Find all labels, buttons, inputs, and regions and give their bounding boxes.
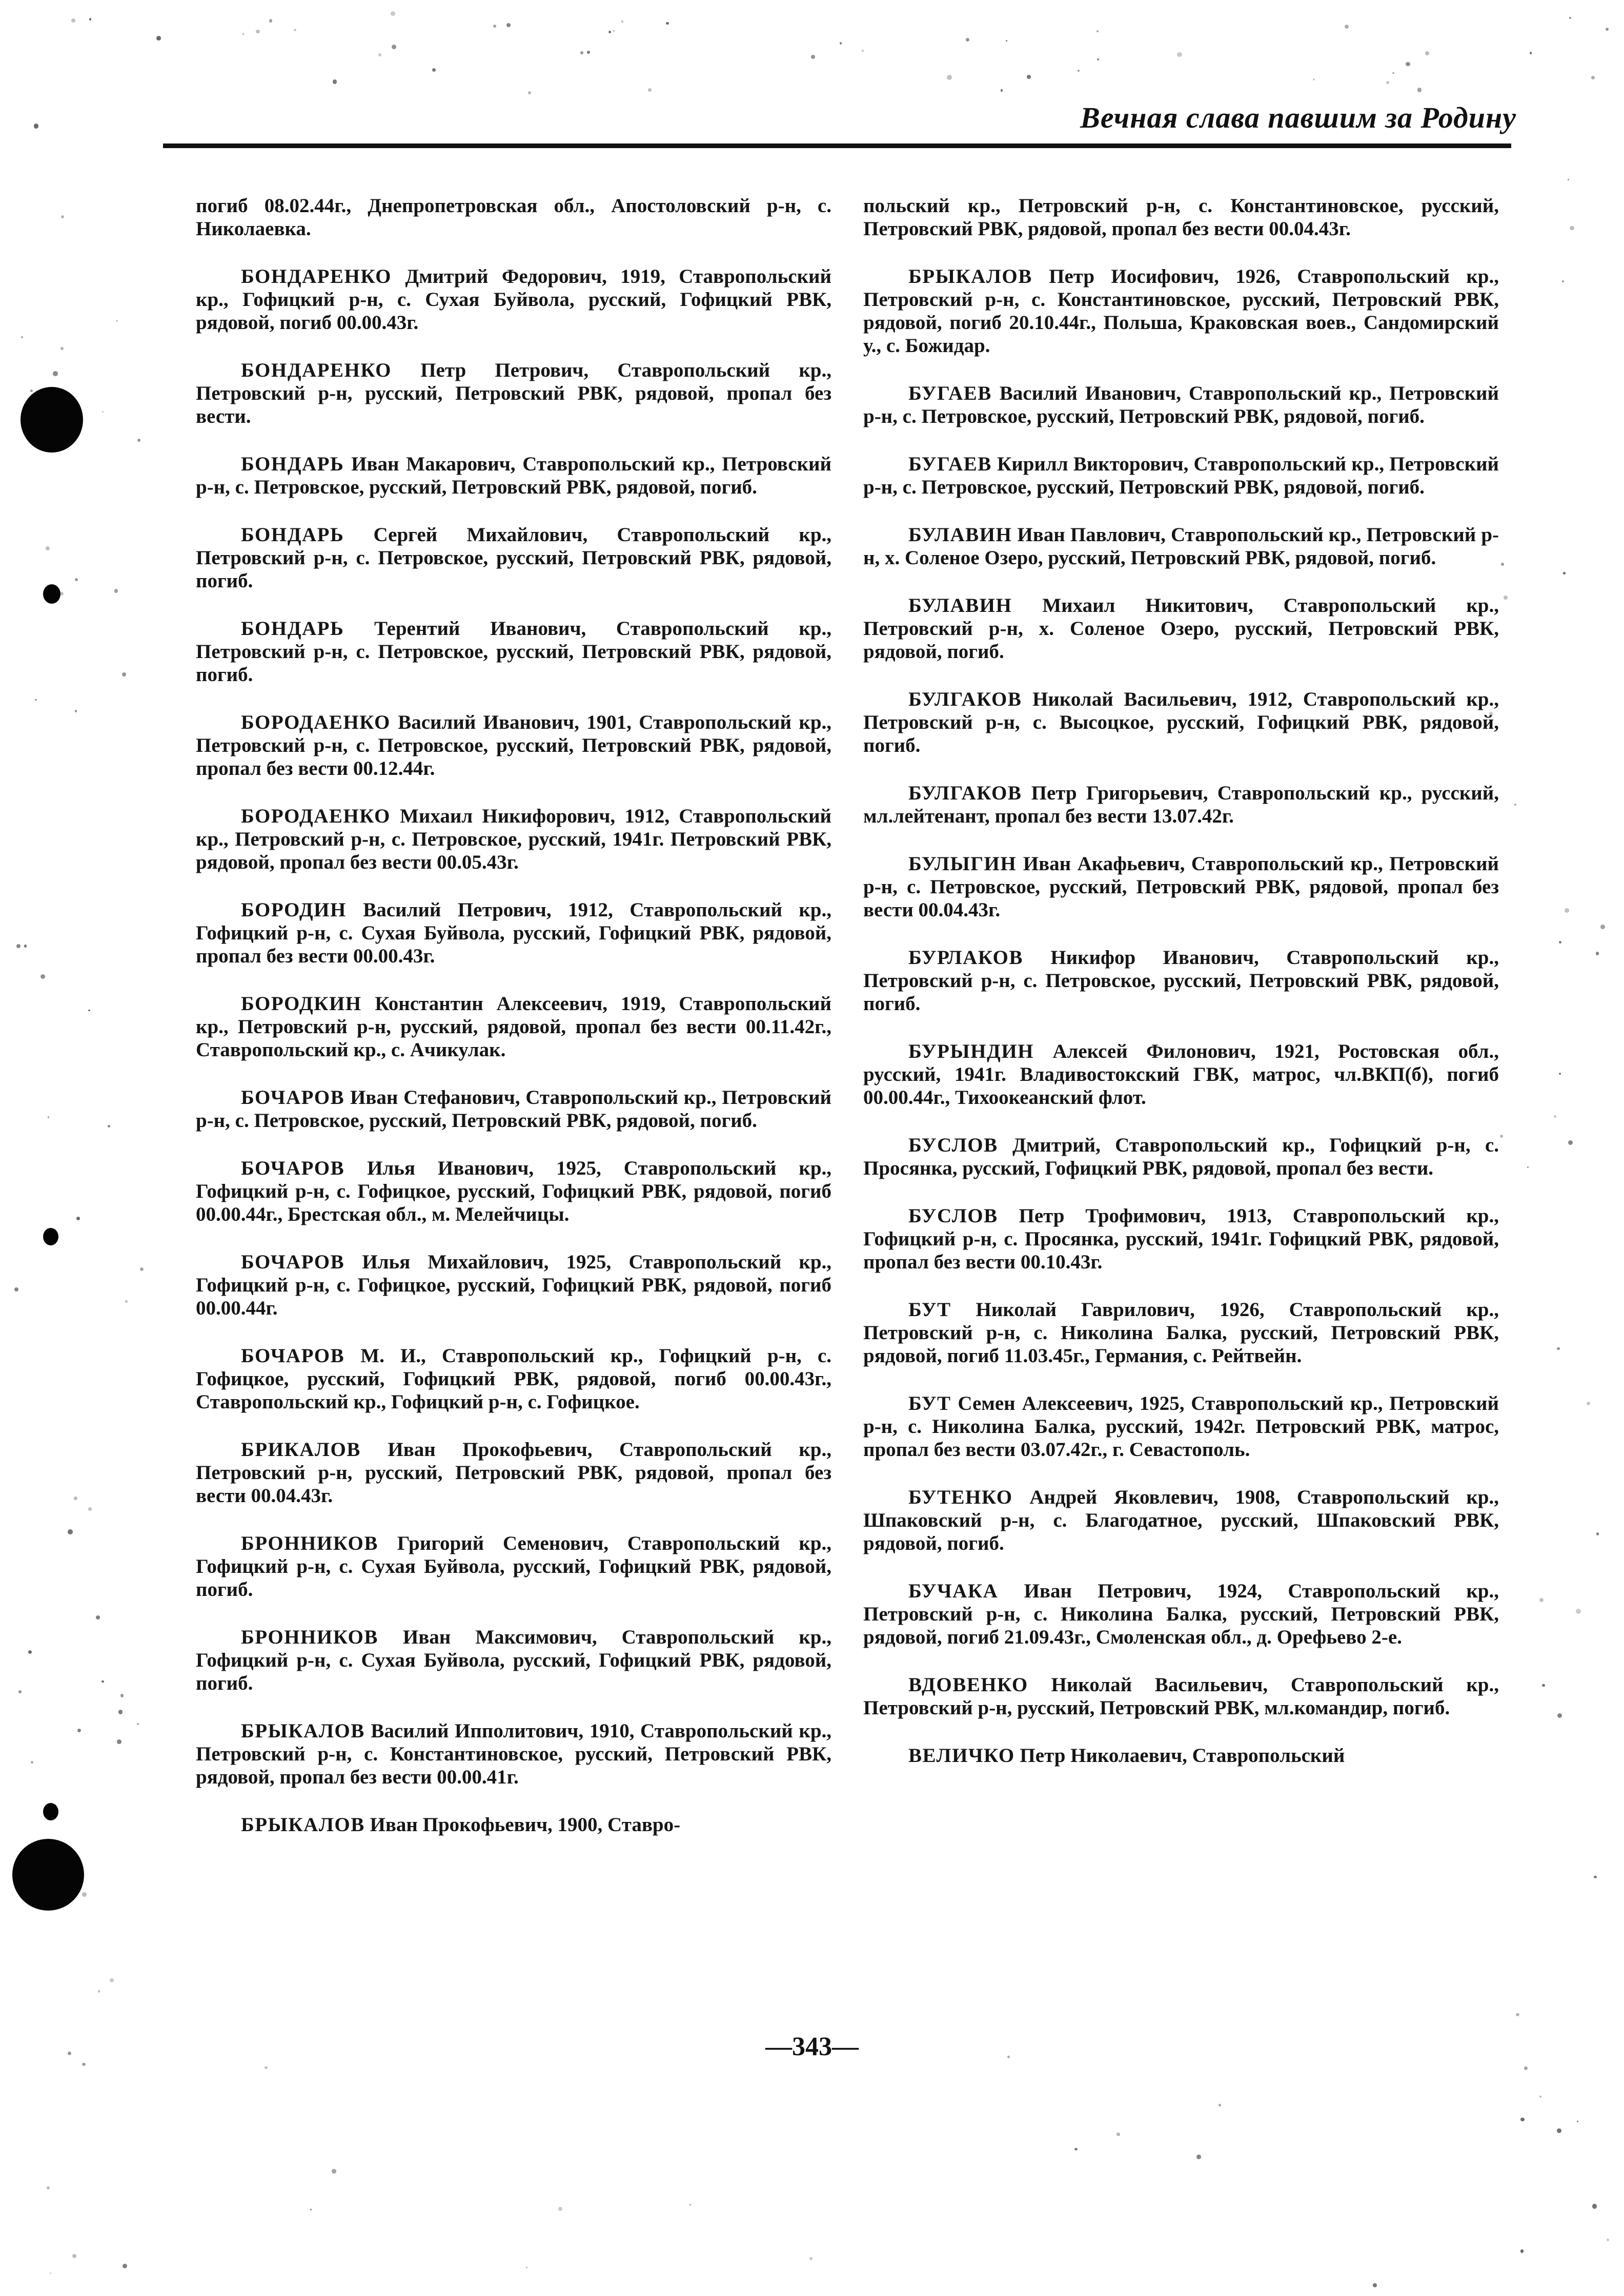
scan-speck [1001,89,1003,92]
scan-speck [666,22,669,25]
entry-details: Михаил Никитович, Ставропольский кр., Петровский р-н, х. Соленое Озеро, русский, Петровский РВК, рядовой, погиб. [863,594,1499,663]
memorial-entry [863,1580,1499,1649]
scan-speck [117,1739,121,1744]
scan-speck [809,2257,813,2260]
memorial-entry [196,805,831,874]
memorial-entry [196,1438,831,1507]
memorial-entry [196,711,831,780]
entry-surname: БУЧАКА [908,1580,999,1602]
scan-speck [74,1496,77,1500]
scan-speck [137,439,140,442]
scan-speck [156,36,161,40]
scan-speck [1520,2118,1524,2121]
scan-speck [392,45,396,49]
entry-details: Василий Ипполитович, 1910, Ставропольский кр., Петровский р-н, с. Константиновское, русский, Петровский РВК, рядовой, пропал без вести 00.00.41г. [196,1720,832,1788]
entry-surname: БУЛГАКОВ [908,688,1022,710]
scan-speck [1587,1402,1590,1405]
header-rule [163,144,1511,148]
scan-speck [1542,1684,1545,1687]
scan-speck [1097,30,1099,32]
entry-surname: БОРОДАЕНКО [241,711,391,733]
scan-speck [269,19,272,22]
memorial-entry [863,1744,1499,1767]
entry-surname: БОЧАРОВ [241,1086,345,1109]
memorial-entry [863,1298,1499,1367]
scan-speck [1569,17,1571,19]
scan-speck [1539,1598,1544,1602]
memorial-entry [863,265,1499,357]
entry-surname: БУЛГАКОВ [908,782,1022,804]
entry-surname: БРОННИКОВ [241,1626,378,1648]
scan-speck [621,20,623,23]
scan-speck [840,42,842,44]
scan-speck [1539,2096,1541,2098]
scan-speck [1591,76,1595,79]
scan-speck [76,1217,80,1220]
entry-surname: БУТ [908,1299,951,1321]
scan-speck [1559,1073,1561,1075]
entry-details: Михаил Никифорович, 1912, Ставропольский кр., Петровский р-н, с. Петровское, русский, 1941г. Петровский РВК, рядовой, пропал без вести 00.05.43г. [196,805,832,873]
entry-details: Иван Прокофьевич, 1900, Ставро- [370,1814,681,1836]
entry-surname: БРЫКАЛОВ [241,1814,365,1836]
scan-speck [1520,2249,1524,2252]
scan-speck [1116,2133,1120,2136]
scan-speck [648,88,652,92]
scan-speck [493,25,496,28]
scan-speck [82,1892,87,1897]
scan-speck [333,79,337,84]
entry-details: Константин Алексеевич, 1919, Ставропольский кр., Петровский р-н, русский, рядовой, пропал без вести 00.11.42г., Ставропольский кр., с. Ачикулак. [196,993,832,1061]
scan-speck [1568,1140,1573,1145]
scan-speck [506,23,511,27]
scan-speck [30,389,33,392]
scan-speck [811,55,815,59]
scan-speck [34,124,39,129]
scan-speck [1373,2283,1376,2287]
scan-speck [432,68,436,72]
scan-speck [608,31,611,33]
memorial-entry [863,523,1499,569]
entry-details: Андрей Яковлевич, 1908, Ставропольский кр., Шпаковский р-н, с. Благодатное, русский, Шпаковский РВК, рядовой, погиб. [863,1486,1499,1554]
scan-speck [1596,952,1599,955]
memorial-entry [196,1532,831,1601]
memorial-entry [863,688,1499,757]
entry-surname: БОНДАРЬ [241,453,344,475]
entry-surname: БУСЛОВ [908,1205,998,1227]
scan-speck [1078,70,1080,72]
scan-speck [31,1761,33,1764]
entry-details: М. И., Ставропольский кр., Гофицкий р-н, с. Гофицкое, русский, Гофицкий РВК, рядовой, погиб 00.00.43г., Ставропольский кр., Гофицкий р-н, с. Гофицкое. [196,1345,831,1413]
scan-speck [1097,58,1099,60]
entry-surname: БОНДАРЕНКО [241,359,392,381]
scan-speck [1074,2148,1078,2151]
scan-speck [587,51,590,54]
scan-speck [1563,572,1566,575]
scan-speck [1425,51,1429,55]
scan-speck [68,1529,73,1534]
scan-speck [60,347,64,350]
entry-surname: БОЧАРОВ [241,1345,345,1367]
entry-details: Николай Васильевич, 1912, Ставропольский кр., Петровский р-н, с. Высоцкое, русский, Гофицкий РВК, рядовой, погиб. [863,688,1499,756]
scan-speck [689,2204,692,2206]
scan-speck [1554,1115,1556,1118]
scan-speck [50,2272,51,2274]
scan-speck [35,699,36,701]
entry-details: Никифор Иванович, Ставропольский кр., Петровский р-н, с. Петровское, русский, Петровский РВК, рядовой, погиб. [863,947,1499,1015]
scan-speck [110,1978,114,1982]
scan-speck [60,592,64,596]
memorial-entry [196,617,831,686]
scan-speck [1027,75,1031,79]
scan-speck [82,2063,86,2066]
scan-speck [72,2254,76,2258]
entry-surname: БУЛАВИН [908,524,1012,546]
scan-speck [120,1694,124,1697]
entry-surname: БУЛЫГИН [908,853,1017,875]
memorial-entry [196,265,831,334]
scan-speck [1006,40,1008,42]
scan-speck [1559,941,1561,944]
scan-speck [47,2186,50,2189]
entry-surname: БОНДАРЬ [241,524,344,546]
scan-speck [46,546,50,550]
scan-speck [1417,88,1422,92]
entry-details: Дмитрий, Ставропольский кр., Гофицкий р-н, с. Просянка, русский, Гофицкий РВК, рядовой, пропал без вести. [863,1134,1499,1179]
entry-details: Иван Стефанович, Ставропольский кр., Петровский р-н, с. Петровское, русский, Петровский РВК, рядовой, погиб. [196,1086,832,1132]
scan-speck [102,1680,104,1683]
entry-surname: БОНДАРЬ [241,618,344,640]
scan-speck [116,320,118,322]
scan-speck [1527,1166,1529,1168]
scan-speck [265,2066,268,2069]
memorial-entry [196,992,831,1061]
entry-surname: БОЧАРОВ [241,1157,345,1179]
scan-speck [137,1723,139,1725]
entry-surname: БОЧАРОВ [241,1251,345,1273]
entry-surname: ВЕЛИЧКО [908,1745,1015,1767]
scan-speck [1500,1135,1503,1138]
memorial-entry [196,1626,831,1695]
entry-details: Семен Алексеевич, 1925, Ставропольский кр., Петровский р-н, с. Николина Балка, русский, 1942г. Петровский РВК, матрос, пропал без вести 03.07.42г., г. Севастополь. [863,1392,1499,1461]
entry-details: Сергей Михайлович, Ставропольский кр., Петровский р-н, с. Петровское, русский, Петровский РВК, рядовой, погиб. [196,524,832,592]
memorial-entry [863,453,1499,499]
scan-speck [1606,28,1609,31]
memorial-entry [863,946,1499,1015]
left-column [196,174,831,1861]
memorial-entry [196,453,831,499]
scan-speck [862,50,863,51]
scan-speck [40,974,45,979]
memorial-entry [196,1086,831,1132]
memorial-entry [863,1040,1499,1109]
scan-speck [1489,712,1493,715]
entry-surname: БОНДАРЕНКО [241,265,392,288]
scan-speck [391,11,395,16]
scan-speck [1562,280,1565,283]
memorial-entry [863,852,1499,921]
scan-speck [310,2209,312,2210]
scan-speck [89,18,92,20]
memorial-entry [196,898,831,968]
scan-speck [1557,1713,1562,1718]
entry-surname: БОРОДАЕНКО [241,805,391,827]
entry-surname: БУРЛАКОВ [908,947,1023,969]
scan-speck [88,1507,91,1510]
entry-details: Григорий Семенович, Ставропольский кр., Гофицкий р-н, с. Сухая Буйвола, русский, Гофицкий РВК, рядовой, погиб. [196,1532,831,1601]
entry-details: погиб 08.02.44г., Днепропетровская обл., Апостоловский р-н, с. Николаевка. [196,195,831,240]
entry-details: Илья Иванович, 1925, Ставропольский кр., Гофицкий р-н, с. Гофицкое, русский, Гофицкий РВК, рядовой, погиб 00.00.44г., Брестская обл., м. Мелейчицы. [196,1157,832,1225]
scan-speck [140,1267,144,1272]
scan-speck [114,589,118,592]
scan-speck [1530,52,1532,54]
scan-speck [332,2169,336,2174]
entry-details: Терентий Иванович, Ставропольский кр., Петровский р-н, с. Петровское, русский, Петровский РВК, рядовой, погиб. [196,618,831,686]
memorial-entry [863,1134,1499,1180]
entry-surname: БРЫКАЛОВ [908,265,1032,288]
scan-speck [1219,2104,1221,2106]
scan-speck [96,1615,100,1619]
entry-details: Василий Петрович, 1912, Ставропольский кр., Гофицкий р-н, с. Сухая Буйвола, русский, Гофицкий РВК, рядовой, пропал без вести 00.00.43г. [196,899,831,967]
entry-surname: БУТЕНКО [908,1486,1013,1508]
entry-details: Кирилл Викторович, Ставропольский кр., Петровский р-н, с. Петровское, русский, Петровский РВК, рядовой, погиб. [863,453,1499,498]
scan-speck [1406,62,1410,67]
scan-speck [75,578,78,581]
scan-speck [1607,2239,1609,2241]
scan-speck [18,1690,22,1693]
scan-speck [1504,596,1508,600]
memorial-entry [196,523,831,592]
scan-speck [1392,72,1394,74]
scan-speck [28,1650,32,1654]
entry-details: Петр Григорьевич, Ставропольский кр., русский, мл.лейтенант, пропал без вести 13.07.42г. [863,782,1499,827]
entry-surname: БОРОДКИН [241,993,362,1015]
entry-details: Иван Макарович, Ставропольский кр., Петровский р-н, с. Петровское, русский, Петровский РВК, рядовой, погиб. [196,453,831,498]
scan-speck [558,2207,562,2211]
entry-surname: БУГАЕВ [908,382,992,404]
memorial-entry [196,1157,831,1226]
scan-speck [1570,226,1574,230]
entry-details: Иван Акафьевич, Ставропольский кр., Петровский р-н, с. Петровское, русский, Петровский РВК, рядовой, пропал без вести 00.04.43г. [863,853,1499,921]
scan-speck [242,33,244,35]
scan-speck [61,215,65,219]
scan-speck [125,1300,128,1303]
entry-surname: БУСЛОВ [908,1134,998,1156]
scan-speck [108,1125,110,1128]
entry-details: Василий Иванович, Ставропольский кр., Петровский р-н, с. Петровское, русский, Петровский РВК, рядовой, погиб. [863,382,1499,427]
scan-speck [1577,2121,1578,2122]
scan-speck [1568,179,1569,180]
scan-speck [294,29,297,32]
entry-surname: БРОННИКОВ [241,1532,378,1554]
memorial-entry [196,1344,831,1413]
memorial-entry [863,382,1499,428]
entry-surname: БУРЫНДИН [908,1040,1034,1062]
scan-speck [966,38,969,42]
scan-speck [1576,1609,1581,1614]
scan-speck [77,1729,81,1732]
scan-speck [256,30,260,34]
scan-speck [21,336,23,338]
scan-speck [48,1116,49,1118]
entry-details: Иван Павлович, Ставропольский кр., Петровский р-н, х. Соленое Озеро, русский, Петровский РВК, рядовой, погиб. [863,524,1499,569]
scan-speck [75,710,77,712]
entry-details: Иван Прокофьевич, Ставропольский кр., Петровский р-н, русский, Петровский РВК, рядовой, пропал без вести 00.04.43г. [196,1439,831,1507]
entry-surname: БУЛАВИН [908,594,1012,617]
entry-details: Петр Николаевич, Ставропольский [1020,1745,1345,1767]
entry-details: Петр Иосифович, 1926, Ставропольский кр., Петровский р-н, с. Константиновское, русский, Петровский РВК, рядовой, погиб 20.10.44г., Польша, Краковская воев., Сандомирский у., с. Божидар. [863,265,1499,357]
running-header: Вечная слава павшим за Родину [1080,101,1516,134]
entry-details: Василий Иванович, 1901, Ставропольский кр., Петровский р-н, с. Петровское, русский, Петровский РВК, рядовой, пропал без вести 00.12.44г. [196,711,832,780]
scan-speck [1592,2204,1597,2208]
scan-speck [71,18,75,22]
entry-details: Илья Михайлович, 1925, Ставропольский кр., Гофицкий р-н, с. Гофицкое, русский, Гофицкий РВК, рядовой, погиб 00.00.44г. [196,1251,832,1319]
scan-speck [102,411,104,413]
scan-speck [1600,925,1605,929]
memorial-entry [196,359,831,428]
scan-speck [14,1287,18,1292]
right-column [863,174,1499,1792]
scan-speck [1596,1532,1599,1535]
scan-speck [123,2264,127,2268]
scan-speck [1516,2013,1519,2016]
entry-details: Иван Петрович, 1924, Ставропольский кр., Петровский р-н, с. Николина Балка, русский, Петровский РВК, рядовой, погиб 21.09.43г., Смоленская обл., д. Орефьево 2-е. [863,1580,1499,1648]
scan-speck [88,1010,90,1012]
scan-speck [1557,2128,1561,2133]
entry-surname: БОРОДИН [241,899,347,921]
memorial-entry [863,1204,1499,1274]
memorial-entry [863,1392,1499,1461]
memorial-entry [196,194,831,240]
scan-speck [1345,25,1349,29]
memorial-entry [196,1250,831,1320]
memorial-entry [863,1673,1499,1719]
scan-speck [1524,2066,1528,2070]
memorial-entry [196,1813,831,1836]
entry-details: Николай Гаврилович, 1926, Ставропольский кр., Петровский р-н, с. Николина Балка, русский, Петровский РВК, рядовой, погиб 11.03.45г., Германия, с. Рейтвейн. [863,1299,1499,1367]
scan-speck [526,2267,528,2269]
scan-speck [528,91,531,94]
ink-blot [43,584,60,604]
scan-speck [1514,804,1516,806]
page-number: —343— [765,2032,859,2061]
entry-surname: БРЫКАЛОВ [241,1720,365,1742]
punch-hole-mark [21,387,83,453]
entry-details: Петр Трофимович, 1913, Ставропольский кр., Гофицкий р-н, с. Просянка, русский, 1941г. Гофицкий РВК, рядовой, пропал без вести 00.10.43г. [863,1205,1499,1273]
entry-details: Петр Петрович, Ставропольский кр., Петровский р-н, русский, Петровский РВК, рядовой, пропал без вести. [196,359,831,427]
memorial-entry [863,594,1499,663]
scan-speck [1594,1876,1597,1879]
scan-speck [947,75,952,80]
entry-details: польский кр., Петровский р-н, с. Константиновское, русский, Петровский РВК, рядовой, пропал без вести 00.04.43г. [863,195,1499,240]
entry-details: Дмитрий Федорович, 1919, Ставропольский кр., Гофицкий р-н, с. Сухая Буйвола, русский, Гофицкий РВК, рядовой, погиб 00.00.43г. [196,265,831,334]
memorial-entry [863,782,1499,828]
memorial-entry [196,1719,831,1789]
scan-speck [613,30,615,32]
scan-speck [122,672,126,676]
punch-hole-mark [12,1839,84,1911]
entry-surname: БРИКАЛОВ [241,1439,361,1461]
ink-blot [43,1803,58,1820]
ink-blot [43,1228,58,1245]
scan-speck [16,944,21,948]
entry-details: Николай Васильевич, Ставропольский кр., Петровский р-н, русский, Петровский РВК, мл.командир, погиб. [863,1674,1499,1719]
scan-speck [1313,78,1315,80]
memorial-entry [863,1486,1499,1555]
entry-details: Алексей Филонович, 1921, Ростовская обл., русский, 1941г. Владивостокский ГВК, матрос, чл.ВКП(б), погиб 00.00.44г., Тихоокеанский флот. [863,1040,1499,1109]
memorial-entry [863,194,1499,240]
scan-speck [580,51,583,54]
scan-speck [1177,52,1182,57]
scan-speck [53,371,57,376]
scan-speck [24,945,27,947]
scan-speck [98,1990,100,1993]
scan-speck [1557,1347,1559,1350]
scan-speck [1196,2155,1201,2159]
scan-speck [378,53,381,56]
scan-speck [118,1710,123,1714]
scan-speck [1565,908,1569,913]
entry-surname: ВДОВЕНКО [908,1674,1028,1696]
entry-details: Иван Максимович, Ставропольский кр., Гофицкий р-н, с. Сухая Буйвола, русский, Гофицкий РВК, рядовой, погиб. [196,1626,831,1694]
scan-speck [1386,81,1389,84]
entry-surname: БУГАЕВ [908,453,992,475]
scan-speck [1501,563,1504,566]
entry-surname: БУТ [908,1392,951,1414]
